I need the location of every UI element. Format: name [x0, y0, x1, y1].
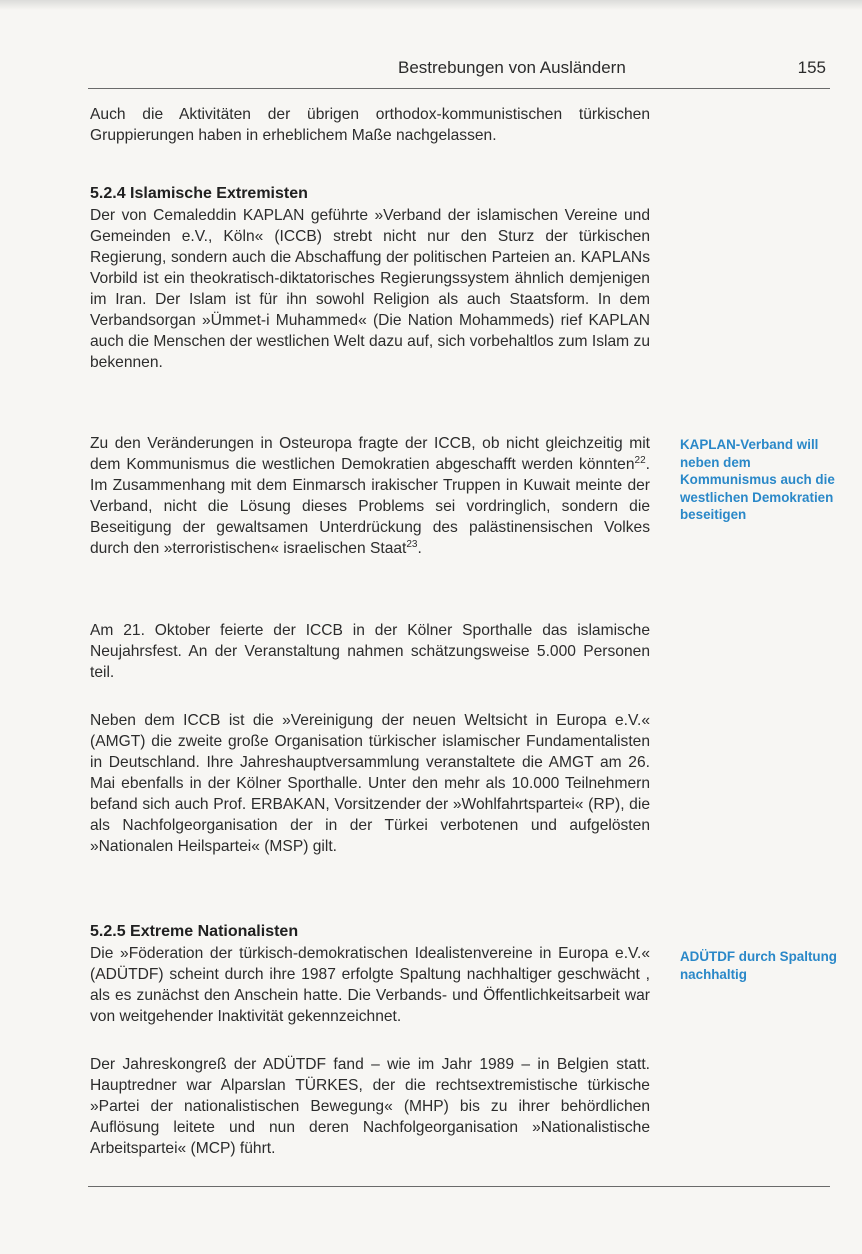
header-rule: [88, 88, 830, 89]
section-paragraph: [90, 433, 650, 559]
paragraph-text: .: [417, 540, 422, 557]
section-paragraph: Die »Föderation der türkisch-demokratischen Idealistenvereine in Europa e.V.« (ADÜTDF) scheint durch ihre 1987 erfolgte Spaltung nachhaltiger geschwächt , als es zunächst den Anschein hatte. Die Verbands- und Öffentlichkeitsarbeit war von weitgehender Inaktivität gekennzeichnet.: [90, 945, 650, 1025]
section-paragraph: Der von Cemaleddin KAPLAN geführte »Verband der islamischen Vereine und Gemeinden e.V., Köln« (ICCB) strebt nicht nur den Sturz der türkischen Regierung, sondern auch die Abschaffung der politischen Parteien an. KAPLANs Vorbild ist ein theokratisch-diktatorisches Regierungssystem ähnlich demjenigen im Iran. Der Islam ist für ihn sowohl Religion als auch Staatsform. In dem Verbandsorgan »Ümmet-i Muhammed« (Die Nation Mohammeds) rief KAPLAN auch die Menschen der westlichen Welt dazu auf, sich vorbehaltlos zum Islam zu bekennen.: [90, 207, 650, 371]
margin-note-kaplan: KAPLAN-Verband will neben dem Kommunismus auch die westlichen Demokratien beseitigen: [680, 437, 835, 522]
paragraph-amgt: [90, 710, 650, 857]
section-heading: 5.2.4 Islamische Extremisten: [90, 185, 308, 202]
section-paragraph: Am 21. Oktober feierte der ICCB in der Kölner Sporthalle das islamische Neujahrsfest. An der Veranstaltung nahmen schätzungsweise 5.000 Personen teil.: [90, 622, 650, 681]
paragraph-iccb-democracy: [90, 433, 650, 559]
section-islamic-extremists: [90, 183, 650, 373]
paragraph-jahreskongress: [90, 1054, 650, 1159]
footnote-ref: 23: [406, 538, 418, 550]
page-number: 155: [797, 58, 826, 77]
paragraph-text: Zu den Veränderungen in Osteuropa fragte der ICCB, ob nicht gleichzeitig mit dem Kommunismus die westlichen Demokratien abgeschafft werden könnten: [90, 435, 650, 473]
paragraph-neujahrsfest: [90, 620, 650, 683]
scan-edge-shadow: [0, 0, 862, 10]
paragraph-text: . Im Zusammenhang mit dem Einmarsch irakischer Truppen in Kuwait meinte der Verband, nicht die Lösung dieses Problems sei vordringlich, sondern die Beseitigung der gewaltsamen Unterdrückung des palästinensischen Volkes durch den »terroristischen« israelischen Staat: [90, 456, 650, 557]
margin-note-adutdf: ADÜTDF durch Spaltung nachhaltig: [680, 949, 837, 982]
intro-paragraph: Auch die Aktivitäten der übrigen orthodox-kommunistischen türkischen Gruppierungen haben in erheblichem Maße nachgelassen.: [90, 106, 650, 144]
intro-block: [90, 104, 650, 146]
section-paragraph: Der Jahreskongreß der ADÜTDF fand – wie im Jahr 1989 – in Belgien statt. Hauptredner war Alparslan TÜRKES, der die rechtsextremistische türkische »Partei der nationalistischen Bewegung« (MHP) bis zu ihrer behördlichen Auflösung leitete und nun deren Nachfolgeorganisation »Nationalistische Arbeitspartei« (MCP) führt.: [90, 1056, 650, 1157]
footer-rule: [88, 1186, 830, 1187]
footnote-ref: 22: [634, 454, 646, 466]
section-heading: 5.2.5 Extreme Nationalisten: [90, 923, 299, 940]
section-extreme-nationalists: [90, 921, 650, 1027]
section-paragraph: Neben dem ICCB ist die »Vereinigung der neuen Weltsicht in Europa e.V.« (AMGT) die zweite große Organisation türkischer islamischer Fundamentalisten in Deutschland. Ihre Jahreshauptversammlung veranstaltete die AMGT am 26. Mai ebenfalls in der Kölner Sporthalle. Unter den mehr als 10.000 Teilnehmern befand sich auch Prof. ERBAKAN, Vorsitzender der »Wohlfahrtspartei« (RP), die als Nachfolgeorganisation der in der Türkei verbotenen und aufgelösten »Nationalen Heilspartei« (MSP) gilt.: [90, 712, 650, 855]
running-head: Bestrebungen von Ausländern: [398, 58, 626, 77]
